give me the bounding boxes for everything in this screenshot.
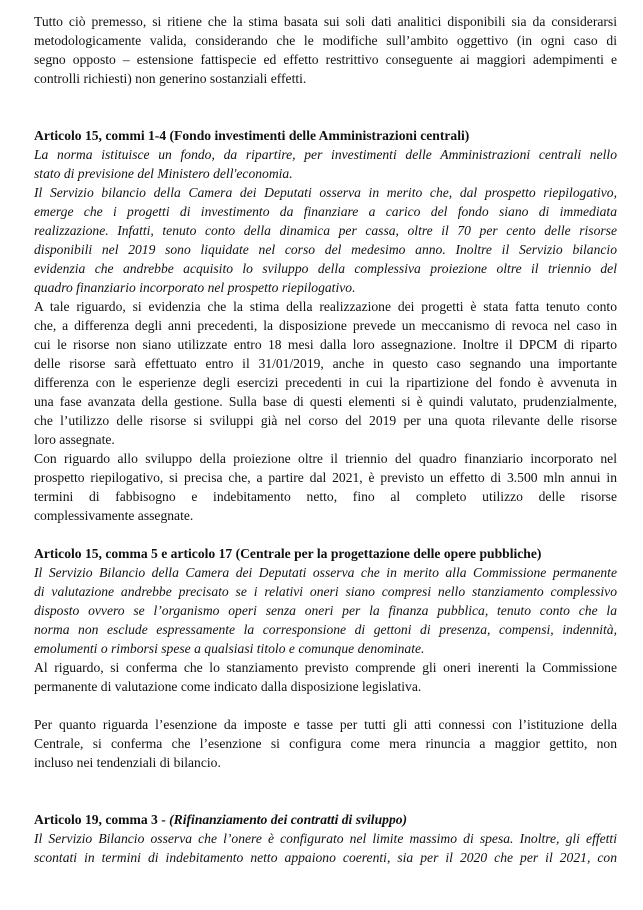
spacer <box>34 696 617 715</box>
text-line: disposto ovvero se l’organismo operi senza oneri per la finanza pubblica, tenuto conto che la <box>34 603 617 618</box>
text-line: realizzazione. Infatti, tenuto conto della dinamica per cassa, oltre il 70 per cento delle risorse <box>34 223 617 238</box>
text-line: che l’utilizzo delle risorse si sviluppi già nel corso del 2019 per una quota rilevante delle risorse <box>34 413 617 428</box>
text-line: delle risorse sarà effettuato entro il 31/01/2019, anche in questo caso segnando una importante <box>34 356 617 371</box>
text-line: Il Servizio Bilancio della Camera dei Deputati osserva che in merito alla Commissione permanente <box>34 565 617 580</box>
section-heading-italic: (Rifinanziamento dei contratti di sviluppo) <box>169 812 408 827</box>
text-line: incluso nei tendenziali di bilancio. <box>34 755 221 770</box>
text-line: emolumenti o rimborsi spese a qualsiasi titolo e comunque denominate. <box>34 641 425 656</box>
spacer <box>34 525 617 544</box>
section-article-15-commi-1-4 <box>34 126 617 525</box>
intro-paragraph <box>34 12 617 88</box>
text-line: Il Servizio Bilancio osserva che l’onere è configurato nel limite massimo di spesa. Inoltre, gli effetti <box>34 831 617 846</box>
text-line: che, a differenza degli anni precedenti, la disposizione prevede un meccanismo di revoca nel caso in <box>34 318 617 333</box>
text-line: evidenzia che andrebbe acquisito lo sviluppo della complessiva proiezione oltre il triennio del <box>34 261 617 276</box>
text-line: norma non esclude espressamente la corresponsione di gettoni di presenza, compensi, indennità, <box>34 622 617 637</box>
section-article-19-comma-3 <box>34 810 617 867</box>
text-line: quadro finanziario incorporato nel prospetto riepilogativo. <box>34 280 356 295</box>
text-line: emerge che i progetti di investimento da finanziare a carico del fondo siano di immediata <box>34 204 617 219</box>
section-heading-bold: Articolo 19, comma 3 - <box>34 812 170 827</box>
text-line: termini di fabbisogno e indebitamento netto, fino al completo utilizzo delle risorse <box>34 489 617 504</box>
text-line: Il Servizio bilancio della Camera dei Deputati osserva in merito che, dal prospetto riepilogativo, <box>34 185 617 200</box>
spacer <box>34 88 617 126</box>
text-line: cui le risorse non siano utilizzate entro 18 mesi dalla loro assegnazione. Inoltre il DPCM di riparto <box>34 337 617 352</box>
text-line: Al riguardo, si conferma che lo stanziamento previsto comprende gli oneri inerenti la Commissione <box>34 660 617 675</box>
text-line: metodologicamente valida, considerando che le modifiche sull’ambito oggettivo (in ogni caso di <box>34 33 617 48</box>
section-heading <box>34 810 617 829</box>
text-line: una fase avanzata della gestione. Sulla base di questi elementi si è quindi valutato, prudenzialmente, <box>34 394 617 409</box>
text-line: disponibili nel 2019 sono liquidate nel corso del medesimo anno. Inoltre il Servizio bilancio <box>34 242 617 257</box>
text-line: stato di previsione del Ministero dell'economia. <box>34 166 293 181</box>
section-article-15-comma-5-art-17 <box>34 544 617 772</box>
spacer <box>34 772 617 810</box>
text-line: complessivamente assegnate. <box>34 508 194 523</box>
text-line: La norma istituisce un fondo, da ripartire, per investimenti delle Amministrazioni centrali nello <box>34 147 617 162</box>
text-line: Centrale, si conferma che l’esenzione si configura come mera rinuncia a maggior gettito, non <box>34 736 617 751</box>
text-line: prospetto riepilogativo, si precisa che, a partire dal 2021, è previsto un effetto di 3.500 mln annui in <box>34 470 617 485</box>
section-heading: Articolo 15, comma 5 e articolo 17 (Centrale per la progettazione delle opere pubbliche) <box>34 546 542 561</box>
text-line: Tutto ciò premesso, si ritiene che la stima basata sui soli dati analitici disponibili sia da considerarsi <box>34 14 617 29</box>
text-line: loro assegnate. <box>34 432 115 447</box>
text-line: segno opposto – estensione fattispecie ed effetto restrittivo conseguente ai maggiori adempimenti e <box>34 52 617 67</box>
document-page <box>34 12 617 867</box>
text-line: Per quanto riguarda l’esenzione da imposte e tasse per tutti gli atti connessi con l’istituzione della <box>34 717 617 732</box>
section-heading: Articolo 15, commi 1-4 (Fondo investimenti delle Amministrazioni centrali) <box>34 128 470 143</box>
text-line: di valutazione andrebbe precisato se i relativi oneri siano compresi nello stanziamento complessivo <box>34 584 617 599</box>
text-line: Con riguardo allo sviluppo della proiezione oltre il triennio del quadro finanziario incorporato nel <box>34 451 617 466</box>
text-line: controlli richiesti) non generino sostanziali effetti. <box>34 71 307 86</box>
text-line: permanente di valutazione come indicato dalla disposizione legislativa. <box>34 679 422 694</box>
text-line: A tale riguardo, si evidenzia che la stima della realizzazione dei progetti è stata fatta tenuto conto <box>34 299 617 314</box>
text-line: scontati in termini di indebitamento netto appaiono coerenti, sia per il 2020 che per il 2021, con <box>34 850 617 865</box>
text-line: differenza con le esperienze degli esercizi precedenti in cui la ripartizione del fondo è avvenuta in <box>34 375 617 390</box>
